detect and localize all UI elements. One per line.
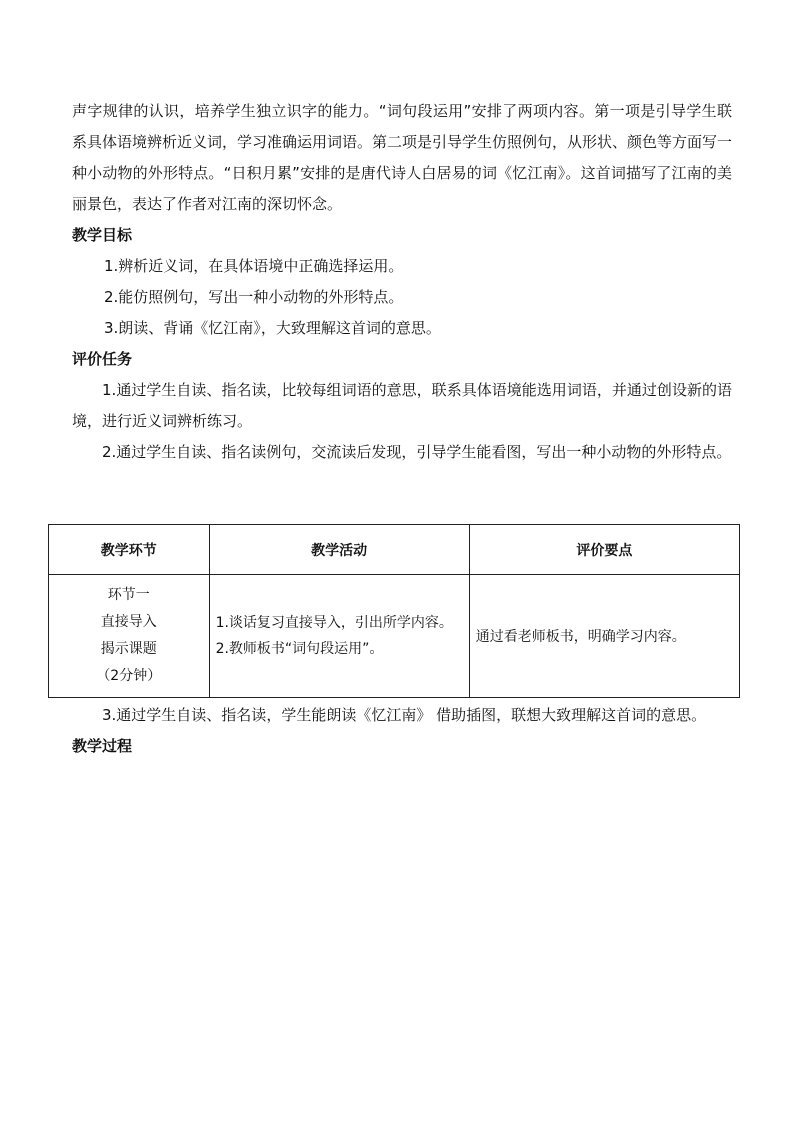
lesson-table: [48, 524, 740, 698]
document-page: [72, 96, 732, 762]
task-item-2: 2.通过学生自读、指名读例句，交流读后发现，引导学生能看图，写出一种小动物的外形特点。: [102, 443, 732, 461]
stage-cell: [49, 575, 210, 698]
table-header-stage: 教学环节: [49, 525, 210, 575]
stage-line: 环节一: [107, 587, 150, 603]
goal-item-3: 3.朗读、背诵《忆江南》，大致理解这首词的意思。: [104, 319, 441, 337]
activity-line: 2.教师板书“词句段运用”。: [215, 641, 384, 657]
table-header-evaluation: 评价要点: [469, 525, 739, 575]
activity-cell: [209, 575, 469, 698]
stage-line: 直接导入: [100, 614, 157, 630]
intro-paragraph: 声字规律的认识，培养学生独立识字的能力。“词句段运用”安排了两项内容。第一项是引导学生联系具体语境辨析近义词，学习准确运用词语。第二项是引导学生仿照例句，从形状、颜色等方面写一种小动物的外形特点。“日积月累”安排的是唐代诗人白居易的词《忆江南》。这首词描写了江南的美丽景色，表达了作者对江南的深切怀念。: [72, 102, 733, 213]
spacer: [72, 468, 732, 524]
section-heading-process: 教学过程: [72, 737, 133, 755]
table-header-row: [49, 525, 740, 575]
stage-line: （2分钟）: [96, 668, 162, 684]
table-header-activity: 教学活动: [209, 525, 469, 575]
goal-item-1: 1.辨析近义词，在具体语境中正确选择运用。: [104, 257, 404, 275]
section-heading-tasks: 评价任务: [72, 350, 133, 368]
section-heading-goals: 教学目标: [72, 226, 133, 244]
task-item-1: 1.通过学生自读、指名读，比较每组词语的意思，联系具体语境能选用词语，并通过创设新的语境，进行近义词辨析练习。: [72, 381, 732, 430]
task-item-3: 3.通过学生自读、指名读，学生能朗读《忆江南》 借助插图，联想大致理解这首词的意思。: [102, 706, 707, 724]
stage-line: 揭示课题: [100, 641, 157, 657]
evaluation-cell: 通过看老师板书，明确学习内容。: [469, 575, 739, 698]
table-row: [49, 575, 740, 698]
goal-item-2: 2.能仿照例句，写出一种小动物的外形特点。: [104, 288, 404, 306]
activity-line: 1.谈话复习直接导入，引出所学内容。: [215, 615, 453, 631]
